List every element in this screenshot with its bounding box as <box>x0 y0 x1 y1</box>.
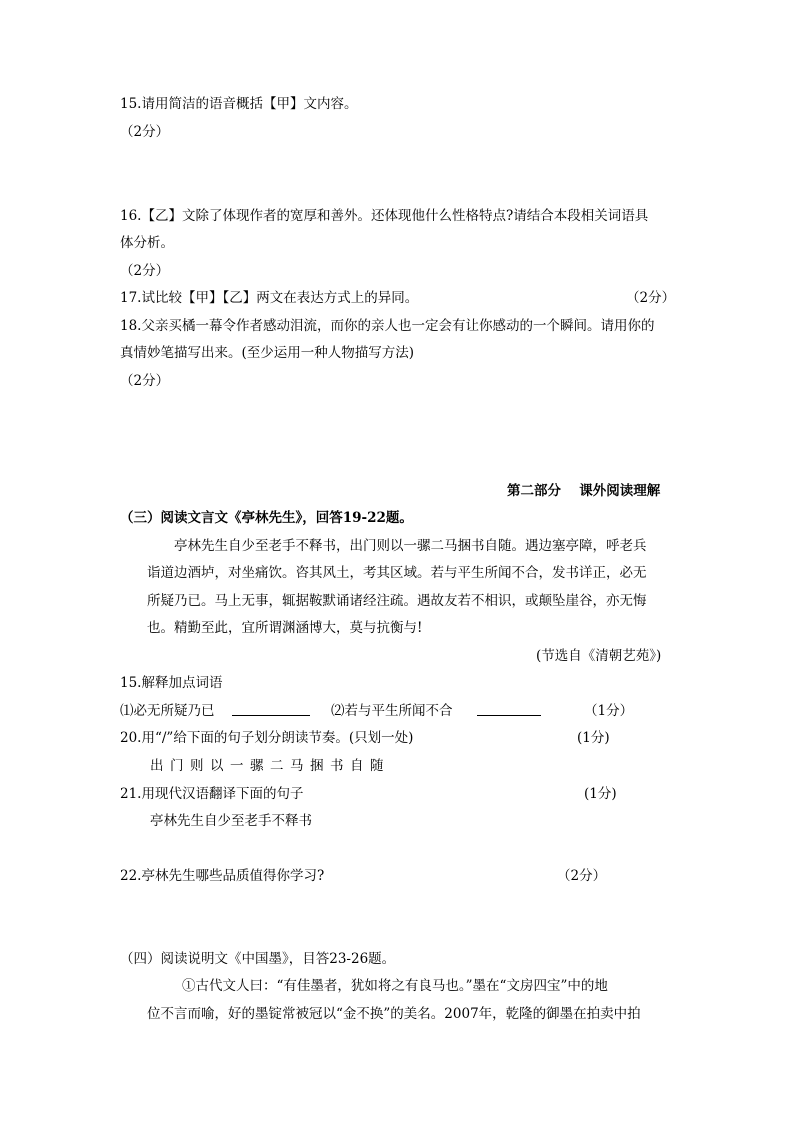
q22-text: 22.亭林先生哪些品质值得你学习? <box>120 868 325 884</box>
part2-heading: 第二部分 课外阅读理解 <box>507 483 661 499</box>
q21-score: (1分) <box>584 786 617 802</box>
q19-item2: ⑵若与平生所闻不合 <box>331 703 453 719</box>
q19-score: （1分） <box>584 703 634 719</box>
q16-line1: 16.【乙】文除了体现作者的宽厚和善外。还体现他什么性格特点?请结合本段相关词语具 <box>120 208 649 224</box>
q18-line2: 真情妙笔描写出来。(至少运用一种人物描写方法) <box>120 345 415 361</box>
section3-passage-line2: 诣道边酒垆，对坐痛饮。咨其风土，考其区域。若与平生所闻不合，发书详正，必无 <box>147 565 647 581</box>
q17-text: 17.试比较【甲】【乙】两文在表达方式上的异同。 <box>120 290 419 306</box>
q17-score: （2分） <box>626 290 676 306</box>
q16-score: （2分） <box>120 263 170 279</box>
section3-source: (节选自《清朝艺苑》) <box>536 648 662 664</box>
q21-text: 21.用现代汉语翻译下面的句子 <box>120 786 304 802</box>
section3-passage-line1: 亭林先生自少至老手不释书，出门则以一骡二马捆书自随。遇边塞亭障，呼老兵 <box>174 538 647 554</box>
q20-score: (1分) <box>577 730 610 746</box>
q15-text: 15.请用简洁的语音概括【甲】文内容。 <box>120 96 358 112</box>
q22-score: （2分） <box>557 868 607 884</box>
q21-sentence: 亭林先生自少至老手不释书 <box>150 813 312 829</box>
section4-heading: （四）阅读说明文《中国墨》，目答23-26题。 <box>120 951 396 967</box>
q16-line2: 体分析。 <box>120 235 174 251</box>
q20-text: 20.用“/”给下面的句子划分朗读节奏。(只划一处) <box>120 730 414 746</box>
section4-line1: ①古代文人曰：“有佳墨者，犹如将之有良马也。”墨在“文房四宝”中的地 <box>182 978 608 994</box>
q19-blank2[interactable] <box>477 703 541 716</box>
section3-passage-line3: 所疑乃已。马上无事，辄据鞍默诵诸经注疏。遇故友若不相识，或颠坠崖谷，亦无悔 <box>147 593 647 609</box>
q15-score: （2分） <box>120 124 170 140</box>
q19-text: 15.解释加点词语 <box>120 675 223 691</box>
q19-blank1[interactable] <box>232 703 310 716</box>
q20-sentence: 出门则以一骡二马捆书自随 <box>150 758 390 774</box>
q18-line1: 18.父亲买橘一幕令作者感动泪流，而你的亲人也一定会有让你感动的一个瞬间。请用你的 <box>120 318 655 334</box>
q19-item1: ⑴必无所疑乃已 <box>120 703 215 719</box>
section4-line2: 位不言而喻，好的墨锭常被冠以“金不换”的美名。2007年，乾隆的御墨在拍卖中拍 <box>147 1006 641 1022</box>
q18-score: （2分） <box>120 373 170 389</box>
section3-heading: （三）阅读文言文《亭林先生》，回答19-22题。 <box>120 510 413 526</box>
section3-passage-line4: 也。精勤至此，宜所谓渊涵博大，莫与抗衡与! <box>147 620 423 636</box>
